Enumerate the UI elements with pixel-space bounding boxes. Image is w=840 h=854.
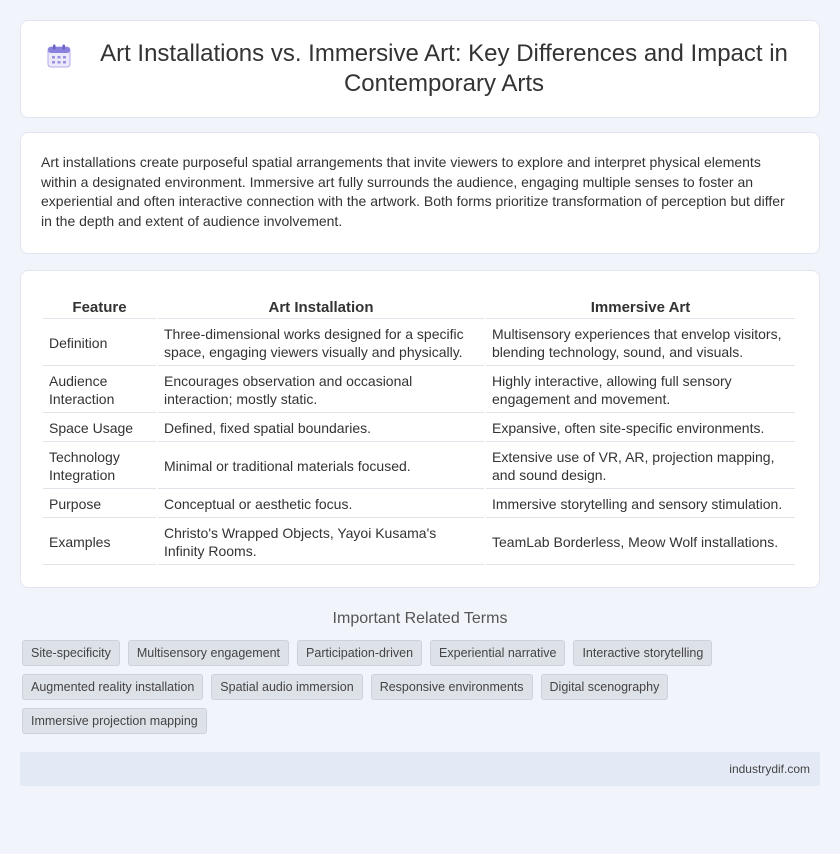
header-card bbox=[20, 20, 820, 118]
related-terms-list bbox=[22, 640, 820, 742]
comparison-table bbox=[41, 293, 797, 567]
row-installation: Conceptual or aesthetic focus. bbox=[158, 491, 484, 518]
header-immersive-art: Immersive Art bbox=[486, 295, 795, 319]
row-immersive: Expansive, often site-specific environments. bbox=[486, 415, 795, 442]
row-immersive: TeamLab Borderless, Meow Wolf installations. bbox=[486, 520, 795, 565]
table-row bbox=[43, 444, 795, 489]
row-immersive: Highly interactive, allowing full sensory engagement and movement. bbox=[486, 368, 795, 413]
term-tag[interactable]: Multisensory engagement bbox=[128, 640, 289, 666]
comparison-card bbox=[20, 270, 820, 588]
row-installation: Defined, fixed spatial boundaries. bbox=[158, 415, 484, 442]
intro-card bbox=[20, 132, 820, 254]
row-feature: Technology Integration bbox=[43, 444, 156, 489]
term-tag[interactable]: Spatial audio immersion bbox=[211, 674, 362, 700]
row-installation: Three-dimensional works designed for a specific space, engaging viewers visually and physically. bbox=[158, 321, 484, 366]
term-tag[interactable]: Augmented reality installation bbox=[22, 674, 203, 700]
row-immersive: Multisensory experiences that envelop visitors, blending technology, sound, and visuals. bbox=[486, 321, 795, 366]
table-row bbox=[43, 415, 795, 442]
table-row bbox=[43, 321, 795, 366]
term-tag[interactable]: Digital scenography bbox=[541, 674, 669, 700]
term-tag[interactable]: Participation-driven bbox=[297, 640, 422, 666]
footer-bar bbox=[20, 752, 820, 786]
table-header-row bbox=[43, 295, 795, 319]
term-tag[interactable]: Immersive projection mapping bbox=[22, 708, 207, 734]
row-immersive: Extensive use of VR, AR, projection mapping, and sound design. bbox=[486, 444, 795, 489]
header-feature: Feature bbox=[43, 295, 156, 319]
row-installation: Christo's Wrapped Objects, Yayoi Kusama's Infinity Rooms. bbox=[158, 520, 484, 565]
table-row bbox=[43, 368, 795, 413]
related-terms-title: Important Related Terms bbox=[332, 610, 508, 627]
row-immersive: Immersive storytelling and sensory stimulation. bbox=[486, 491, 795, 518]
table-row bbox=[43, 491, 795, 518]
term-tag[interactable]: Experiential narrative bbox=[430, 640, 565, 666]
term-tag[interactable]: Responsive environments bbox=[371, 674, 533, 700]
row-feature: Purpose bbox=[43, 491, 156, 518]
row-feature: Audience Interaction bbox=[43, 368, 156, 413]
row-installation: Encourages observation and occasional interaction; mostly static. bbox=[158, 368, 484, 413]
calendar-icon bbox=[46, 43, 72, 69]
row-installation: Minimal or traditional materials focused. bbox=[158, 444, 484, 489]
table-row bbox=[43, 520, 795, 565]
row-feature: Examples bbox=[43, 520, 156, 565]
row-feature: Definition bbox=[43, 321, 156, 366]
intro-text: Art installations create purposeful spatial arrangements that invite viewers to explore and interpret physical elements within a designated environment. Immersive art fully surrounds the audience, engaging multiple senses to foster an experiential and often interactive connection with the artwork. Both forms prioritize transformation of perception but differ in the depth and extent of audience involvement. bbox=[41, 154, 785, 229]
page-title: Art Installations vs. Immersive Art: Key Differences and Impact in Contemporary Arts bbox=[100, 40, 788, 97]
footer-site[interactable]: industrydif.com bbox=[729, 762, 810, 776]
term-tag[interactable]: Interactive storytelling bbox=[573, 640, 712, 666]
term-tag[interactable]: Site-specificity bbox=[22, 640, 120, 666]
row-feature: Space Usage bbox=[43, 415, 156, 442]
header-art-installation: Art Installation bbox=[158, 295, 484, 319]
